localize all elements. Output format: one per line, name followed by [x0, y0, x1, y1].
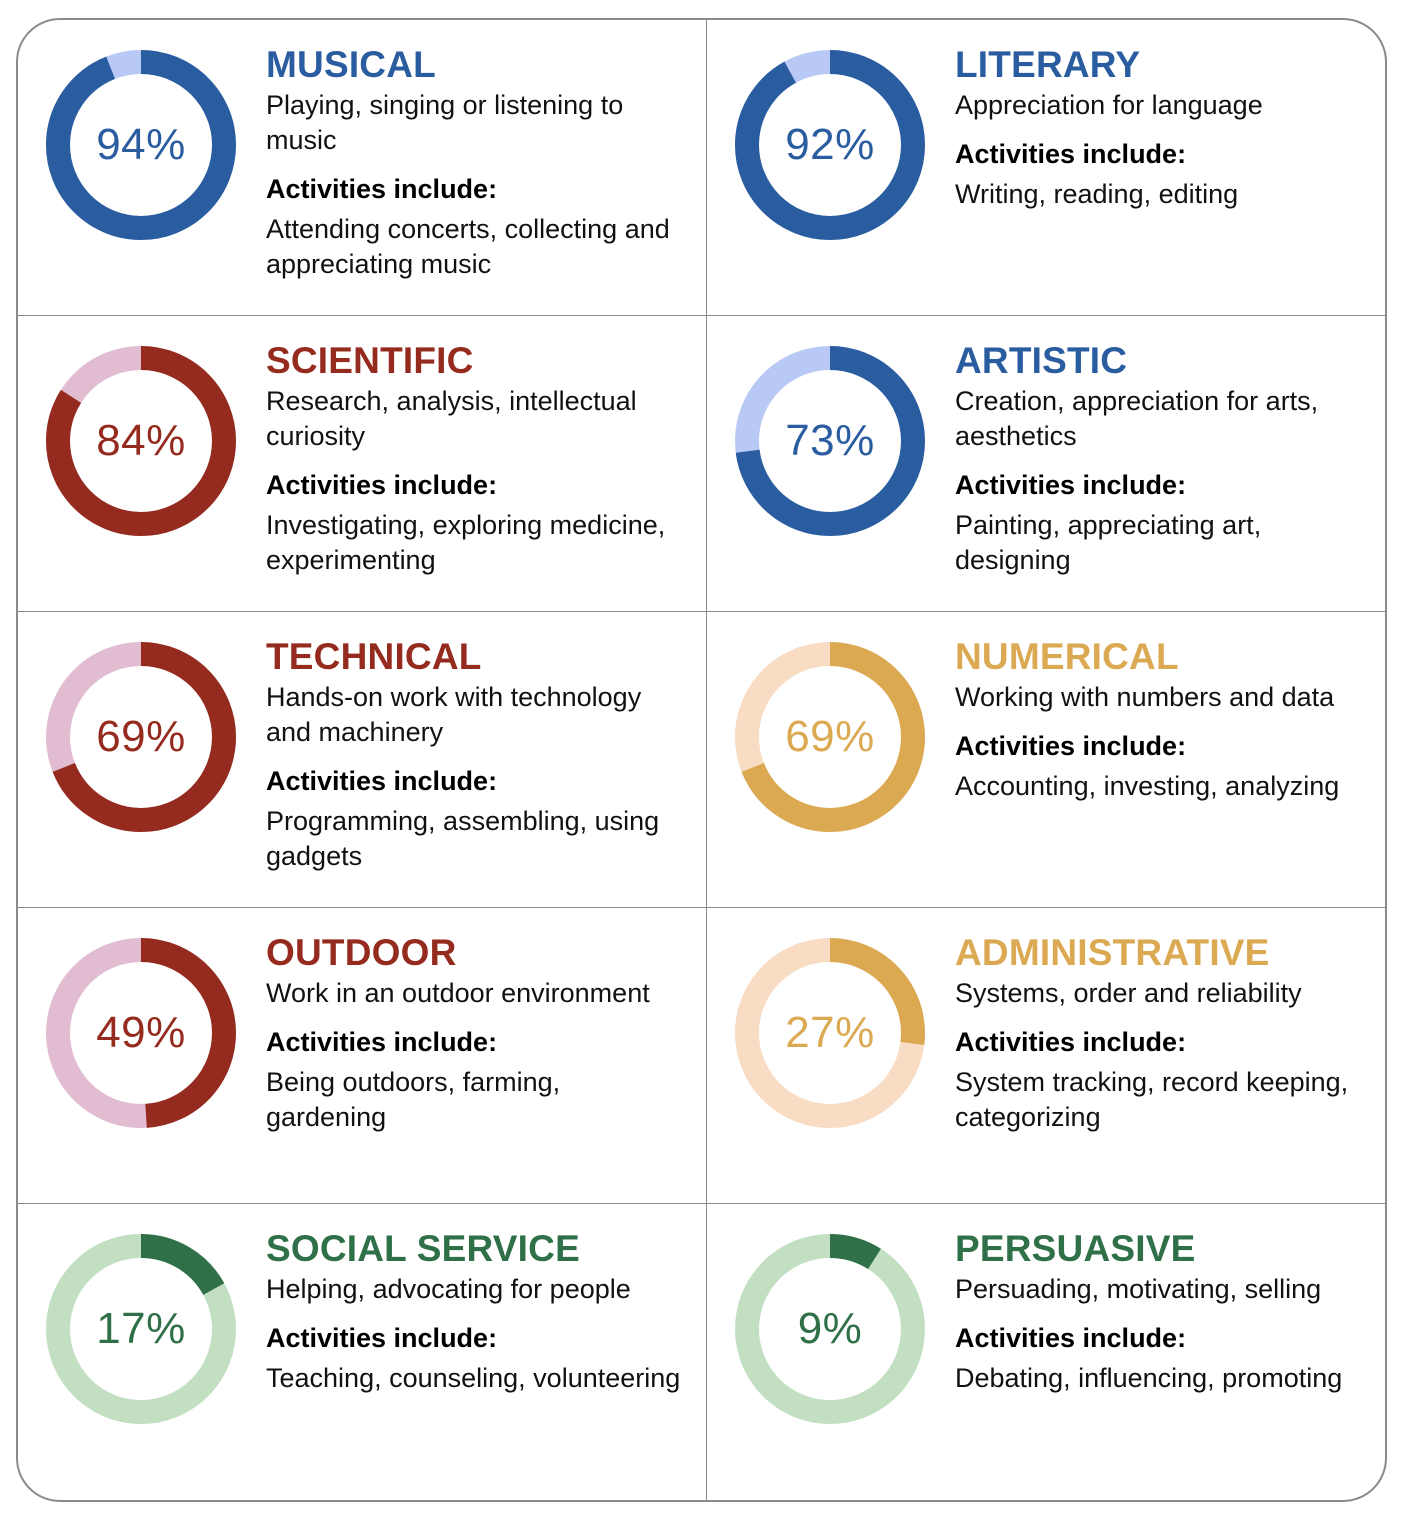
interest-card-numerical: [707, 612, 1385, 908]
interest-text: [266, 44, 686, 282]
donut-chart: [735, 642, 925, 832]
activities-text: System tracking, record keeping, categorizing: [955, 1067, 1349, 1132]
interest-title: PERSUASIVE: [955, 1228, 1196, 1269]
interest-title: NUMERICAL: [955, 636, 1179, 677]
activities-label: Activities include:: [266, 1027, 498, 1057]
donut-chart: [735, 346, 925, 536]
interest-card-technical: [18, 612, 707, 908]
activities-text: Attending concerts, collecting and appreciating music: [266, 214, 670, 279]
interest-card-persuasive: [707, 1204, 1385, 1500]
interest-card-outdoor: [18, 908, 707, 1204]
activities-label: Activities include:: [955, 1323, 1187, 1353]
donut-chart: [46, 346, 236, 536]
donut-chart: [735, 938, 925, 1128]
interest-title: MUSICAL: [266, 44, 436, 85]
activities-label: Activities include:: [955, 470, 1187, 500]
activities-text: Debating, influencing, promoting: [955, 1363, 1343, 1393]
interest-description: Persuading, motivating, selling: [955, 1274, 1322, 1304]
interest-description: Playing, singing or listening to music: [266, 90, 624, 155]
percent-label: 69%: [785, 712, 875, 761]
interest-title: SCIENTIFIC: [266, 340, 474, 381]
activities-label: Activities include:: [266, 174, 498, 204]
percent-label: 94%: [96, 120, 186, 169]
activities-label: Activities include:: [955, 731, 1187, 761]
interest-description: Helping, advocating for people: [266, 1274, 631, 1304]
interest-title: SOCIAL SERVICE: [266, 1228, 580, 1269]
activities-label: Activities include:: [955, 139, 1187, 169]
activities-text: Writing, reading, editing: [955, 179, 1239, 209]
activities-text: Being outdoors, farming, gardening: [266, 1067, 561, 1132]
interest-text: [266, 932, 686, 1135]
interest-description: Work in an outdoor environment: [266, 978, 650, 1008]
activities-label: Activities include:: [955, 1027, 1187, 1057]
interest-card-musical: [18, 20, 707, 316]
percent-label: 49%: [96, 1008, 186, 1057]
activities-text: Accounting, investing, analyzing: [955, 771, 1340, 801]
percent-label: 92%: [785, 120, 875, 169]
activities-text: Programming, assembling, using gadgets: [266, 806, 660, 871]
percent-label: 84%: [96, 416, 186, 465]
interest-title: TECHNICAL: [266, 636, 482, 677]
interest-title: OUTDOOR: [266, 932, 457, 973]
activities-label: Activities include:: [266, 470, 498, 500]
interest-description: Creation, appreciation for arts, aesthetics: [955, 386, 1319, 451]
percent-label: 73%: [785, 416, 875, 465]
interest-card-scientific: [18, 316, 707, 612]
percent-label: 17%: [96, 1304, 186, 1353]
interest-title: LITERARY: [955, 44, 1141, 85]
donut-chart: [735, 50, 925, 240]
donut-chart: [46, 1234, 236, 1424]
interest-card-literary: [707, 20, 1385, 316]
interest-title: ADMINISTRATIVE: [955, 932, 1270, 973]
interest-text: [955, 340, 1365, 578]
donut-chart: [735, 1234, 925, 1424]
interest-text: [955, 44, 1365, 212]
interest-text: [266, 340, 686, 578]
interests-panel: [16, 18, 1387, 1502]
interest-description: Working with numbers and data: [955, 682, 1335, 712]
percent-label: 69%: [96, 712, 186, 761]
interest-text: [266, 1228, 686, 1396]
activities-label: Activities include:: [266, 766, 498, 796]
interest-description: Appreciation for language: [955, 90, 1263, 120]
interest-text: [955, 1228, 1365, 1396]
interest-card-social-service: [18, 1204, 707, 1500]
donut-chart: [46, 50, 236, 240]
interest-card-administrative: [707, 908, 1385, 1204]
interest-text: [955, 636, 1365, 804]
percent-label: 9%: [797, 1304, 863, 1353]
interest-text: [955, 932, 1365, 1135]
activities-text: Investigating, exploring medicine, experimenting: [266, 510, 666, 575]
activities-label: Activities include:: [266, 1323, 498, 1353]
interests-grid: [18, 20, 1385, 1500]
activities-text: Painting, appreciating art, designing: [955, 510, 1262, 575]
interest-card-artistic: [707, 316, 1385, 612]
percent-label: 27%: [785, 1008, 875, 1057]
activities-text: Teaching, counseling, volunteering: [266, 1363, 681, 1393]
interest-description: Systems, order and reliability: [955, 978, 1302, 1008]
interest-text: [266, 636, 686, 874]
donut-chart: [46, 938, 236, 1128]
interest-description: Hands-on work with technology and machinery: [266, 682, 642, 747]
donut-chart: [46, 642, 236, 832]
interest-description: Research, analysis, intellectual curiosity: [266, 386, 637, 451]
interest-title: ARTISTIC: [955, 340, 1128, 381]
